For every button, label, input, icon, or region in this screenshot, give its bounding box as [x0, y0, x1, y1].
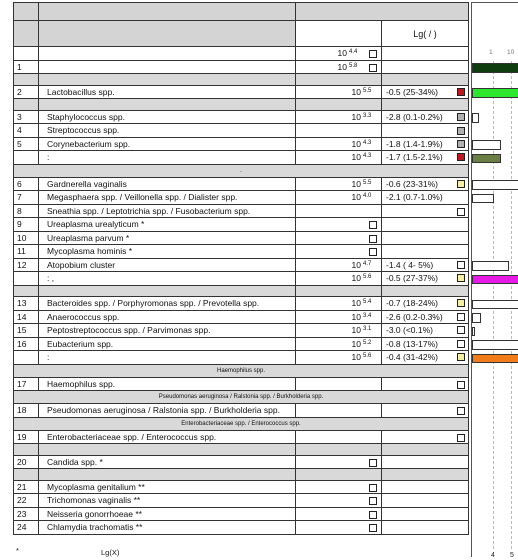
section-band [14, 164, 469, 177]
flag-box [457, 353, 465, 361]
section-band [14, 444, 469, 456]
exponent: 5.6 [363, 274, 372, 281]
flag-box [457, 326, 465, 334]
results-table [13, 2, 469, 535]
flag-box [457, 113, 465, 121]
table-row [14, 310, 469, 324]
checkbox[interactable] [369, 221, 377, 229]
row-number: 20 [14, 455, 39, 469]
base-ten: 10 [351, 352, 361, 363]
exponent: 4.7 [363, 260, 372, 267]
quantity-value [296, 191, 382, 205]
quantity-value [296, 455, 382, 469]
table-row [14, 455, 469, 469]
table-row [14, 191, 469, 205]
relative-result [382, 430, 469, 444]
axis-tick-label: 5 [510, 552, 514, 559]
quantity-value [296, 480, 382, 494]
relative-result [382, 110, 469, 124]
organism-name: : , [39, 272, 296, 286]
header-row [14, 3, 469, 21]
level-bar [472, 340, 518, 350]
quantity-value [296, 137, 382, 151]
table-row [14, 85, 469, 99]
relative-result [382, 404, 469, 418]
organism-name: Peptostreptococcus spp. / Parvimonas spp. [39, 324, 296, 338]
flag-box [457, 261, 465, 269]
table-row [14, 480, 469, 494]
section-band-label [296, 469, 382, 481]
row-number: 13 [14, 297, 39, 311]
relative-result [382, 521, 469, 535]
base-ten: 10 [351, 111, 361, 122]
reference-value: 10 $^{4.4}$ [296, 47, 382, 61]
level-bar [472, 154, 501, 164]
table-row [14, 218, 469, 232]
table-row [14, 521, 469, 535]
flag-box [457, 140, 465, 148]
result-text: -0.5 (25-34%) [386, 86, 438, 97]
row-number: 19 [14, 430, 39, 444]
row-number: 15 [14, 324, 39, 338]
section-band [14, 74, 469, 86]
row-number: 9 [14, 218, 39, 232]
exponent: 5.4 [363, 299, 372, 306]
exponent: 5.8 [349, 62, 358, 69]
row-number: 4 [14, 124, 39, 138]
flag-box [457, 381, 465, 389]
subheader-cell-value [296, 21, 382, 47]
organism-name: Ureaplasma parvum * [39, 231, 296, 245]
flag-box [457, 340, 465, 348]
relative-result [382, 272, 469, 286]
relative-result [382, 204, 469, 218]
flag-box [457, 127, 465, 135]
organism-name: Candida spp. * [39, 455, 296, 469]
row-number: 5 [14, 137, 39, 151]
exponent: 4.3 [363, 139, 372, 146]
row-number: 3 [14, 110, 39, 124]
table-row [14, 507, 469, 521]
exponent: 4.0 [363, 193, 372, 200]
exponent: 5.5 [363, 179, 372, 186]
quantity-value [296, 404, 382, 418]
table-row [14, 124, 469, 138]
level-bar [472, 180, 518, 190]
relative-result [382, 455, 469, 469]
row-number: 12 [14, 258, 39, 272]
flag-box [457, 299, 465, 307]
base-ten: 10 [351, 86, 361, 97]
table-row [14, 177, 469, 191]
quantity-value [296, 430, 382, 444]
checkbox[interactable] [369, 511, 377, 519]
quantity-value [296, 124, 382, 138]
row-number: 22 [14, 494, 39, 508]
quantity-value [296, 151, 382, 165]
level-bar [472, 354, 518, 364]
result-text: -0.6 (23-31%) [386, 178, 438, 189]
row-number: 6 [14, 177, 39, 191]
row-number [14, 272, 39, 286]
relative-result [382, 191, 469, 205]
table-row [14, 110, 469, 124]
row-number: 11 [14, 245, 39, 259]
relative-result [382, 85, 469, 99]
result-text: -0.4 (31-42%) [386, 352, 438, 363]
row-number: 16 [14, 337, 39, 351]
table-row [14, 377, 469, 391]
organism-name: Enterobacteriaceae spp. / Enterococcus spp. [39, 430, 296, 444]
level-chart [471, 2, 518, 557]
row-number: 8 [14, 204, 39, 218]
relative-result [382, 351, 469, 365]
table-row [14, 297, 469, 311]
organism-name: Atopobium cluster [39, 258, 296, 272]
row-number [14, 151, 39, 165]
checkbox[interactable] [369, 497, 377, 505]
relative-result [382, 480, 469, 494]
relative-result [382, 137, 469, 151]
quantity-value [296, 494, 382, 508]
relative-result [382, 124, 469, 138]
row-number: 7 [14, 191, 39, 205]
checkbox[interactable] [369, 484, 377, 492]
section-band-label: Haemophilus spp. [14, 364, 469, 377]
level-bar [472, 113, 479, 123]
base-ten: 10 [351, 259, 361, 270]
table-row [14, 151, 469, 165]
row-number: 23 [14, 507, 39, 521]
section-band [14, 285, 469, 297]
table-row [14, 245, 469, 259]
exponent: 5.5 [363, 87, 372, 94]
relative-result [382, 60, 469, 74]
organism-name: Chlamydia trachomatis ** [39, 521, 296, 535]
flag-box [457, 274, 465, 282]
exponent: 4.3 [363, 153, 372, 160]
base-ten: 10 [351, 325, 361, 336]
section-band-label: . [14, 164, 469, 177]
relative-result [382, 231, 469, 245]
base-ten: 10 [351, 298, 361, 309]
table-row [14, 337, 469, 351]
row-number: 18 [14, 404, 39, 418]
row-number: 21 [14, 480, 39, 494]
organism-name: Corynebacterium spp. [39, 137, 296, 151]
relative-result [382, 177, 469, 191]
base-ten: 10 [351, 338, 361, 349]
table-row [14, 60, 469, 74]
row-number: 2 [14, 85, 39, 99]
quantity-value [296, 521, 382, 535]
relative-result [382, 310, 469, 324]
organism-name: Eubacterium spp. [39, 337, 296, 351]
flag-box [457, 407, 465, 415]
organism-name: Sneathia spp. / Leptotrichia spp. / Fusobacterium spp. [39, 204, 296, 218]
section-band [14, 364, 469, 377]
quantity-value [296, 231, 382, 245]
base-ten: 10 [351, 152, 361, 163]
row-number: 14 [14, 310, 39, 324]
result-text: -2.6 (0.2-0.3%) [386, 311, 443, 322]
axis-tick-label: 4 [491, 552, 495, 559]
subheader-cell-num [14, 21, 39, 47]
lg-column-header: Lg( / ) [382, 21, 469, 47]
organism-name: Gardnerella vaginalis [39, 177, 296, 191]
section-band [14, 469, 469, 481]
base-ten: 10 [351, 138, 361, 149]
flag-box [457, 208, 465, 216]
flag-box [457, 434, 465, 442]
quantity-value [296, 258, 382, 272]
level-bar [472, 327, 475, 337]
footnote-lgx: Lg(X) [101, 548, 120, 557]
relative-result [382, 297, 469, 311]
row-number: 1 [14, 60, 39, 74]
checkbox[interactable] [369, 524, 377, 532]
table-row [14, 137, 469, 151]
level-bar [472, 261, 509, 271]
base-ten: 10 [351, 178, 361, 189]
header-cell-results [296, 3, 469, 21]
organism-name: Haemophilus spp. [39, 377, 296, 391]
flag-box [457, 153, 465, 161]
flag-box [457, 313, 465, 321]
relative-result [382, 245, 469, 259]
relative-result [382, 218, 469, 232]
quantity-value [296, 337, 382, 351]
quantity-value [296, 297, 382, 311]
relative-result [382, 494, 469, 508]
result-text: -1.7 (1.5-2.1%) [386, 152, 443, 163]
header-cell-name [39, 3, 296, 21]
axis-tick-label: 10 [507, 49, 515, 56]
quantity-value [296, 310, 382, 324]
organism-name: Pseudomonas aeruginosa / Ralstonia spp. / Burkholderia spp. [39, 404, 296, 418]
base-ten: 10 [351, 311, 361, 322]
checkbox[interactable] [369, 248, 377, 256]
organism-name: Mycoplasma genitalium ** [39, 480, 296, 494]
organism-name [39, 60, 296, 74]
table-row [14, 231, 469, 245]
subheader-row [14, 21, 469, 47]
quantity-value [296, 204, 382, 218]
section-band-label: Pseudomonas aeruginosa / Ralstonia spp. / Burkholderia spp. [14, 391, 469, 404]
table-row [14, 324, 469, 338]
organism-name: Trichomonas vaginalis ** [39, 494, 296, 508]
quantity-value [296, 245, 382, 259]
checkbox[interactable] [369, 50, 377, 58]
quantity-value [296, 177, 382, 191]
table-row [14, 204, 469, 218]
result-text: -0.8 (13-17%) [386, 338, 438, 349]
organism-name: Neisseria gonorrhoeae ** [39, 507, 296, 521]
checkbox[interactable] [369, 64, 377, 72]
quantity-value [296, 110, 382, 124]
level-bar [472, 313, 481, 323]
result-text: -0.5 (27-37%) [386, 273, 438, 284]
exponent: 3.4 [363, 312, 372, 319]
quantity-value [296, 507, 382, 521]
row-number [14, 351, 39, 365]
row-number: 24 [14, 521, 39, 535]
base-ten: 10 [337, 61, 347, 72]
relative-result [382, 324, 469, 338]
quantity-value [296, 218, 382, 232]
result-text: -3.0 (<0.1%) [386, 325, 434, 336]
quantity-value [296, 272, 382, 286]
base-ten: 10 [351, 273, 361, 284]
header-cell-num [14, 3, 39, 21]
organism-name: Streptococcus spp. [39, 124, 296, 138]
analysis-report-table [13, 2, 468, 535]
organism-name: Staphylococcus spp. [39, 110, 296, 124]
organism-name: : [39, 151, 296, 165]
table-row [14, 351, 469, 365]
organism-name: : [39, 351, 296, 365]
exponent: 3.1 [363, 326, 372, 333]
organism-name: Lactobacillus spp. [39, 85, 296, 99]
checkbox[interactable] [369, 459, 377, 467]
flag-box [457, 88, 465, 96]
organism-name: Megasphaera spp. / Veillonella spp. / Dialister spp. [39, 191, 296, 205]
level-bar [472, 63, 518, 73]
base-ten: 10 [351, 192, 361, 203]
level-bar [472, 275, 518, 285]
organism-name: Anaerococcus spp. [39, 310, 296, 324]
relative-result [382, 151, 469, 165]
table-row [14, 430, 469, 444]
relative-result [382, 377, 469, 391]
quantity-value [296, 85, 382, 99]
quantity-value [296, 324, 382, 338]
result-text: -2.8 (0.1-0.2%) [386, 111, 443, 122]
level-bar [472, 140, 501, 150]
section-band [14, 417, 469, 430]
table-row [14, 494, 469, 508]
section-band [14, 391, 469, 404]
flag-box [457, 180, 465, 188]
axis-tick-label: 1 [489, 49, 493, 56]
exponent: 3.3 [363, 112, 372, 119]
row-number: 17 [14, 377, 39, 391]
table-row [14, 404, 469, 418]
organism-name: Ureaplasma urealyticum * [39, 218, 296, 232]
level-bar [472, 88, 518, 98]
relative-result [382, 337, 469, 351]
result-text: -1.4 ( 4- 5%) [386, 259, 434, 270]
exponent: 5.2 [363, 339, 372, 346]
quantity-value [296, 351, 382, 365]
footnote-star: * [16, 546, 19, 555]
result-text: -2.1 (0.7-1.0%) [386, 192, 443, 203]
result-text: -1.8 (1.4-1.9%) [386, 138, 443, 149]
table-row [14, 258, 469, 272]
level-bar [472, 300, 518, 310]
section-band-label [296, 74, 382, 86]
quantity-value [296, 377, 382, 391]
exponent: 5.6 [363, 353, 372, 360]
section-band-label [296, 285, 382, 297]
level-bar [472, 194, 494, 204]
relative-result [382, 258, 469, 272]
section-band-label [296, 444, 382, 456]
result-text: -0.7 (18-24%) [386, 298, 438, 309]
organism-name: Bacteroides spp. / Porphyromonas spp. / Prevotella spp. [39, 297, 296, 311]
organism-name: Mycoplasma hominis * [39, 245, 296, 259]
checkbox[interactable] [369, 235, 377, 243]
section-band-label: Enterobacteriaceae spp. / Enterococcus spp. [14, 417, 469, 430]
relative-result [382, 507, 469, 521]
subheader-cell-name [39, 21, 296, 47]
section-band [14, 99, 469, 111]
row-number: 10 [14, 231, 39, 245]
section-band-label [296, 99, 382, 111]
reference-row [14, 47, 469, 61]
table-row [14, 272, 469, 286]
quantity-value [296, 60, 382, 74]
